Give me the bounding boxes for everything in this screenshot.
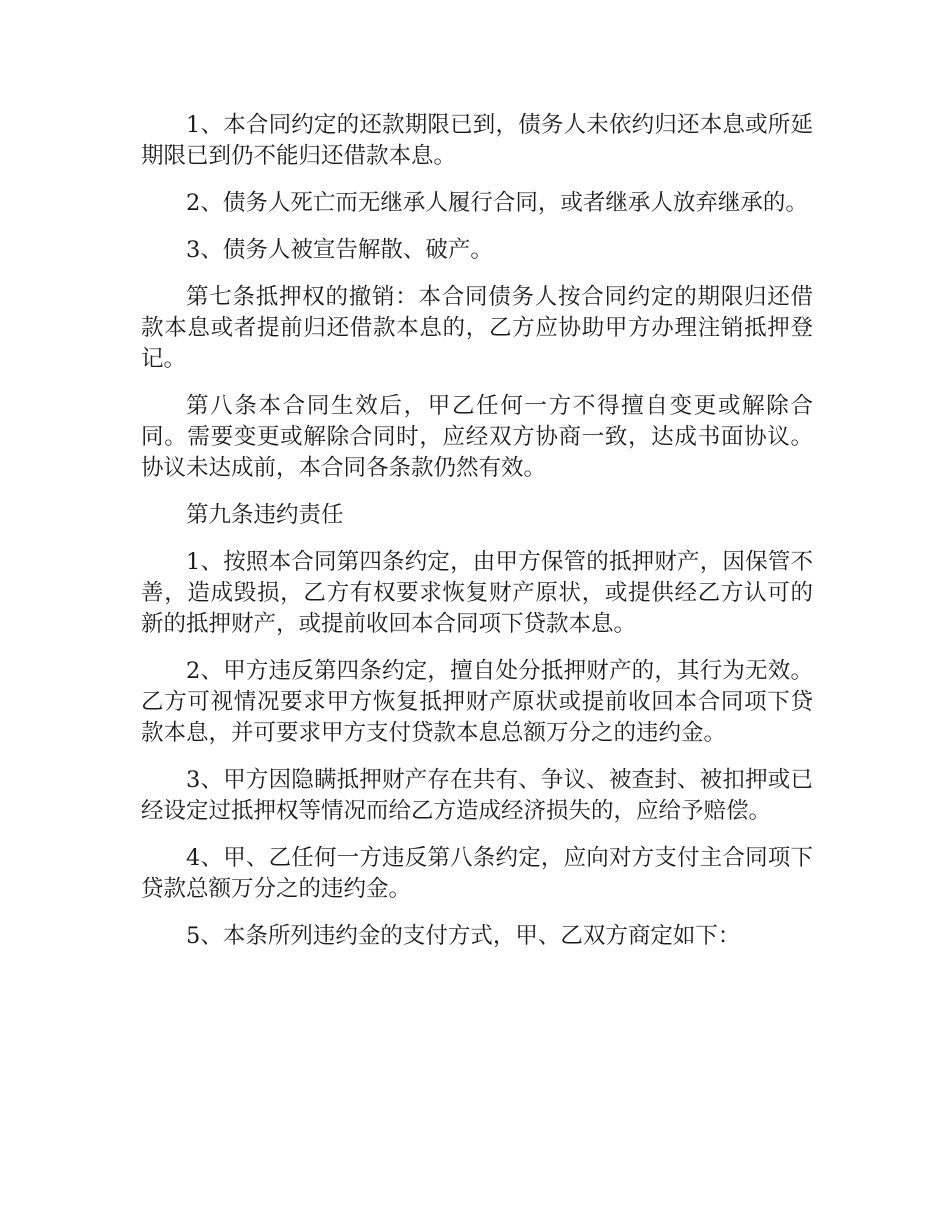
article-9-heading: 第九条违约责任: [186, 502, 344, 528]
document-body: [141, 110, 813, 968]
article-9-item-5: 5、本条所列违约金的支付方式，甲、乙双方商定如下：: [186, 923, 741, 949]
article-8-paragraph: 第八条本合同生效后，甲乙任何一方不得擅自变更或解除合同。需要变更或解除合同时，应经双方协商一致，达成书面协议。协议未达成前，本合同各条款仍然有效。: [141, 393, 813, 481]
article-9-item-4: 4、甲、乙任何一方违反第八条约定，应向对方支付主合同项下贷款总额万分之的违约金。: [141, 845, 813, 902]
clause-paragraph-2: 2、债务人死亡而无继承人履行合同，或者继承人放弃继承的。: [186, 190, 808, 216]
article-9-item-3: 3、甲方因隐瞒抵押财产存在共有、争议、被查封、被扣押或已经设定过抵押权等情况而给乙方造成经济损失的，应给予赔偿。: [141, 767, 813, 824]
clause-paragraph-1: 1、本合同约定的还款期限已到，债务人未依约归还本息或所延期限已到仍不能归还借款本息。: [141, 112, 813, 169]
article-7-paragraph: 第七条抵押权的撤销：本合同债务人按合同约定的期限归还借款本息或者提前归还借款本息的，乙方应协助甲方办理注销抵押登记。: [141, 284, 813, 372]
article-9-item-1: 1、按照本合同第四条约定，由甲方保管的抵押财产，因保管不善，造成毁损，乙方有权要求恢复财产原状，或提供经乙方认可的新的抵押财产，或提前收回本合同项下贷款本息。: [141, 549, 813, 637]
clause-paragraph-3: 3、债务人被宣告解散、破产。: [186, 237, 493, 263]
article-9-item-2: 2、甲方违反第四条约定，擅自处分抵押财产的，其行为无效。乙方可视情况要求甲方恢复抵押财产原状或提前收回本合同项下贷款本息，并可要求甲方支付贷款本息总额万分之的违约金。: [141, 658, 813, 746]
